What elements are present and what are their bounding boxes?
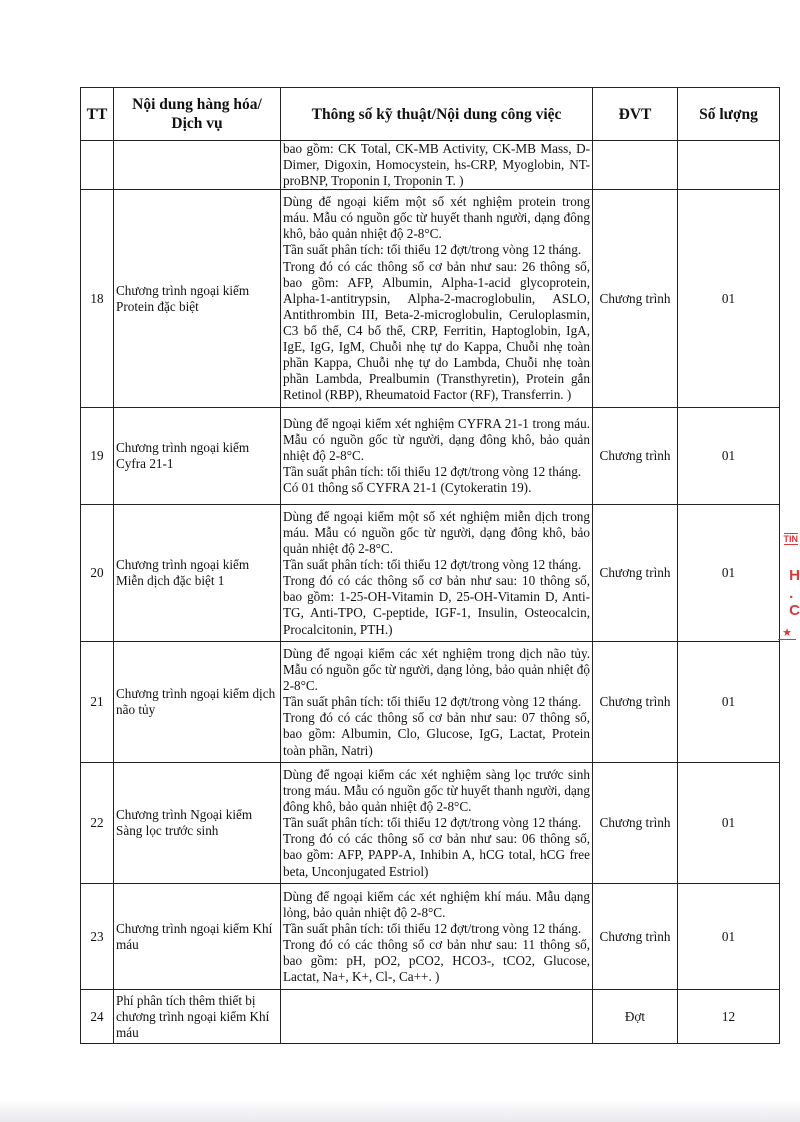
item-name — [114, 141, 281, 190]
item-unit: Chương trình — [593, 190, 678, 408]
item-quantity: 01 — [678, 505, 780, 642]
row-number: 23 — [81, 884, 114, 990]
table-row — [81, 884, 780, 990]
item-unit: Chương trình — [593, 642, 678, 763]
spec-paragraph: Tần suất phân tích: tối thiểu 12 đợt/trong vòng 12 tháng. — [283, 815, 582, 831]
table-row — [81, 190, 780, 408]
spec-paragraph: Dùng để ngoại kiểm các xét nghiệm sàng lọc trước sinh trong máu. Mẫu có nguồn gốc từ huyết thanh người, dạng đông khô, bảo quản nhiệt độ 2-8°C. — [283, 766, 590, 815]
item-name: Chương trình ngoại kiểm Cyfra 21-1 — [114, 408, 281, 505]
item-name: Chương trình ngoại kiểm Protein đặc biệt — [114, 190, 281, 408]
item-spec — [281, 642, 593, 763]
table-row — [81, 505, 780, 642]
row-number: 19 — [81, 408, 114, 505]
table-row — [81, 141, 780, 190]
spec-paragraph: Dùng để ngoại kiểm một số xét nghiệm protein trong máu. Mẫu có nguồn gốc từ huyết thanh người, dạng đông khô, bảo quản nhiệt độ 2-8°C. — [283, 194, 590, 242]
item-unit: Chương trình — [593, 408, 678, 505]
item-quantity: 01 — [678, 763, 780, 884]
stamp-text-1: TIN — [783, 534, 798, 544]
spec-paragraph: Dùng để ngoại kiểm các xét nghiệm khí máu. Mẫu dạng lỏng, bảo quản nhiệt độ 2-8°C. — [283, 888, 590, 920]
spec-paragraph: Trong đó có các thông số cơ bản như sau: 07 thông số, bao gồm: Albumin, Clo, Glucose, IgG, Lactat, Protein toàn phần, Natri) — [283, 710, 590, 758]
scan-bottom-edge — [0, 1100, 800, 1122]
stamp-star-icon: ★ — [778, 626, 796, 640]
spec-paragraph: Tần suất phân tích: tối thiểu 12 đợt/trong vòng 12 tháng. — [283, 464, 582, 480]
header-spec: Thông số kỹ thuật/Nội dung công việc — [281, 88, 593, 141]
item-spec — [281, 884, 593, 990]
table-body — [81, 141, 780, 1044]
spec-paragraph: Dùng để ngoại kiểm các xét nghiệm trong dịch não tủy. Mẫu có nguồn gốc từ người, dạng lỏng, bảo quản nhiệt độ 2-8°C. — [283, 645, 590, 694]
item-spec — [281, 190, 593, 408]
item-quantity: 01 — [678, 642, 780, 763]
item-spec — [281, 141, 593, 190]
item-spec — [281, 990, 593, 1044]
item-name: Chương trình Ngoại kiểm Sàng lọc trước sinh — [114, 763, 281, 884]
spec-paragraph: bao gồm: CK Total, CK-MB Activity, CK-MB Mass, D-Dimer, Digoxin, Homocystein, hs-CRP, Myoglobin, NT-proBNP, Troponin I, Troponin T. ) — [283, 141, 590, 189]
item-spec — [281, 505, 593, 642]
spec-paragraph: Trong đó có các thông số cơ bản như sau: 26 thông số, bao gồm: AFP, Albumin, Alpha-1-acid glycoprotein, Alpha-1-antitrypsin, Alpha-2-macroglobulin, ASLO, Antithrombin III, Beta-2-microglobulin, Ceruloplasmin, C3 bổ thể, C4 bổ thể, CRP, Ferritin, Haptoglobin, IgA, IgE, IgG, IgM, Chuỗi nhẹ tự do Kappa, Chuỗi nhẹ toàn phần Kappa, Chuỗi nhẹ tự do Lambda, Chuỗi nhẹ toàn phần Lambda, Prealbumin (Transthyretin), Protein gắn Retinol (RBP), Rheumatoid Factor (RF), Transferrin. ) — [283, 258, 590, 403]
spec-paragraph: Có 01 thông số CYFRA 21-1 (Cytokeratin 19). — [283, 480, 532, 496]
item-unit: Chương trình — [593, 505, 678, 642]
spec-paragraph: Trong đó có các thông số cơ bản như sau: 06 thông số, bao gồm: AFP, PAPP-A, Inhibin A, hCG total, hCG free beta, Unconjugated Estriol) — [283, 831, 590, 879]
item-quantity: 01 — [678, 190, 780, 408]
header-tt: TT — [81, 88, 114, 141]
spec-paragraph: Trong đó có các thông số cơ bản như sau: 10 thông số, bao gồm: 1-25-OH-Vitamin D, 25-OH-Vitamin D, Anti-TG, Anti-TPO, C-peptide, IGF-1, Insulin, Osteocalcin, Procalcitonin, PTH.) — [283, 573, 590, 637]
spec-paragraph: Tần suất phân tích: tối thiểu 12 đợt/trong vòng 12 tháng. — [283, 242, 582, 258]
item-unit: Chương trình — [593, 763, 678, 884]
table-header-row — [81, 88, 780, 141]
bidding-items-table — [80, 87, 780, 1044]
item-unit: Đợt — [593, 990, 678, 1044]
row-number: 21 — [81, 642, 114, 763]
item-name: Chương trình ngoại kiểm dịch não tủy — [114, 642, 281, 763]
item-spec — [281, 763, 593, 884]
header-unit: ĐVT — [593, 88, 678, 141]
spec-paragraph: Tần suất phân tích: tối thiểu 12 đợt/trong vòng 12 tháng. — [283, 694, 582, 710]
spec-paragraph: Tần suất phân tích: tối thiểu 12 đợt/trong vòng 12 tháng. — [283, 920, 582, 936]
table-row — [81, 990, 780, 1044]
spec-paragraph: Dùng để ngoại kiểm một số xét nghiệm miễn dịch trong máu. Mẫu có nguồn gốc từ người, dạng đông khô, bảo quản nhiệt độ 2-8°C. — [283, 508, 590, 557]
stamp-text-2: H — [789, 567, 800, 584]
item-quantity: 01 — [678, 884, 780, 990]
table-row — [81, 408, 780, 505]
row-number — [81, 141, 114, 190]
stamp-text-3: . C — [789, 585, 800, 619]
spec-paragraph: Dùng để ngoại kiểm xét nghiệm CYFRA 21-1 trong máu. Mẫu có nguồn gốc từ người, dạng đông khô, bảo quản nhiệt độ 2-8°C. — [283, 416, 590, 464]
item-name: Chương trình ngoại kiểm Miễn dịch đặc biệt 1 — [114, 505, 281, 642]
header-quantity: Số lượng — [678, 88, 780, 141]
item-quantity: 12 — [678, 990, 780, 1044]
table-row — [81, 763, 780, 884]
item-name: Phí phân tích thêm thiết bị chương trình ngoại kiểm Khí máu — [114, 990, 281, 1044]
header-content: Nội dung hàng hóa/ Dịch vụ — [114, 88, 281, 141]
item-spec — [281, 408, 593, 505]
row-number: 20 — [81, 505, 114, 642]
table-row — [81, 642, 780, 763]
item-quantity: 01 — [678, 408, 780, 505]
row-number: 24 — [81, 990, 114, 1044]
item-quantity — [678, 141, 780, 190]
item-unit — [593, 141, 678, 190]
item-unit: Chương trình — [593, 884, 678, 990]
row-number: 22 — [81, 763, 114, 884]
spec-paragraph: Trong đó có các thông số cơ bản như sau: 11 thông số, bao gồm: pH, pO2, pCO2, HCO3-, tCO2, Glucose, Lactat, Na+, K+, Cl-, Ca++. ) — [283, 936, 590, 984]
item-name: Chương trình ngoại kiểm Khí máu — [114, 884, 281, 990]
spec-paragraph: Tần suất phân tích: tối thiểu 12 đợt/trong vòng 12 tháng. — [283, 557, 582, 573]
row-number: 18 — [81, 190, 114, 408]
